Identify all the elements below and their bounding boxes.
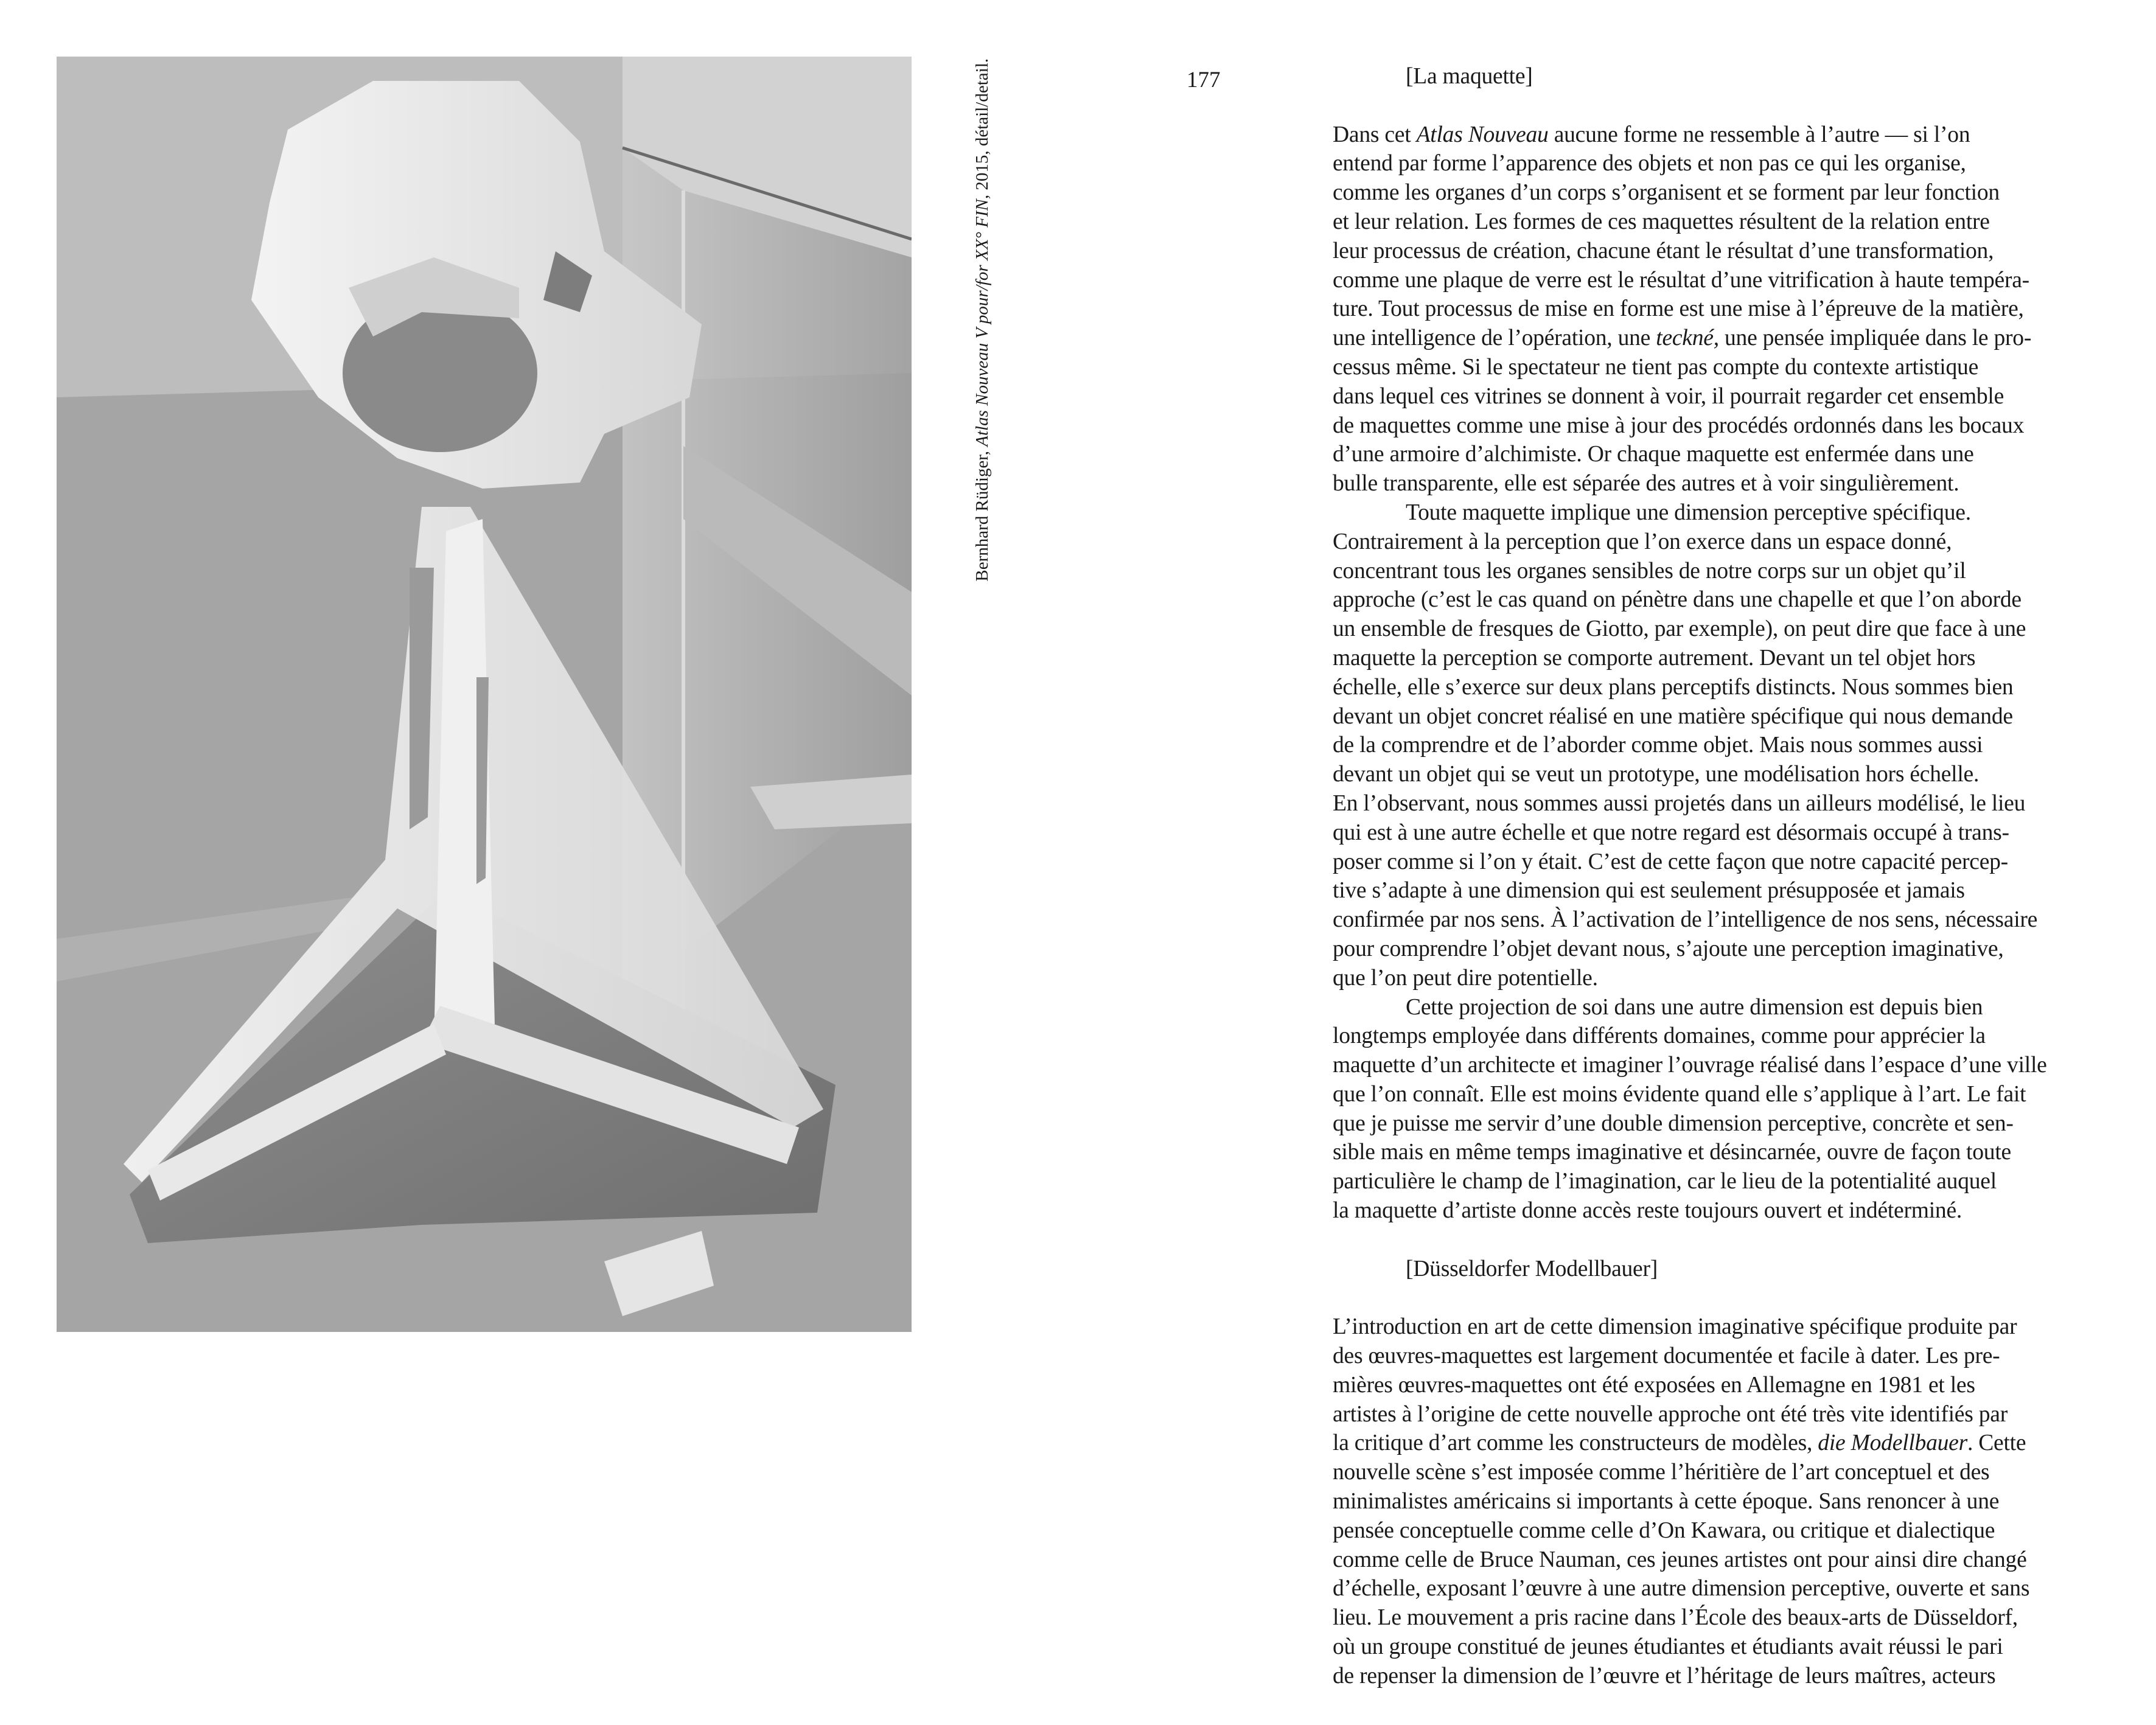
text-segment: de repenser la dimension de l’œuvre et l’héritage de leurs maîtres, acteurs: [1333, 1663, 1996, 1688]
text-line: [1333, 731, 2121, 760]
text-line: [1333, 324, 2121, 353]
text-line: [1333, 1603, 2121, 1633]
caption-title: Atlas Nouveau V pour/for XX° FIN,: [972, 194, 992, 447]
section-body: [1333, 1312, 2121, 1690]
heading-spacer: [1333, 91, 2121, 120]
text-line: [1333, 237, 2121, 266]
text-line: [1333, 1371, 2121, 1400]
text-segment: L’introduction en art de cette dimension imaginative spécifique produite par: [1333, 1314, 2017, 1340]
text-line: [1333, 1022, 2121, 1051]
text-segment: pour comprendre l’objet devant nous, s’ajoute une perception imaginative,: [1333, 936, 2004, 961]
text-segment: approche (c’est le cas quand on pénètre dans une chapelle et que l’on aborde: [1333, 587, 2022, 613]
text-segment: comme les organes d’un corps s’organisent et se forment par leur fonction: [1333, 180, 2000, 206]
text-line: [1333, 1080, 2121, 1109]
text-line: [1333, 528, 2121, 557]
text-line: [1333, 1138, 2121, 1167]
text-line: [1333, 789, 2121, 818]
text-line: [1333, 1312, 2121, 1342]
text-segment: que l’on peut dire potentielle.: [1333, 965, 1598, 991]
text-line: [1333, 120, 2121, 150]
section-spacer: [1333, 1225, 2121, 1255]
text-segment: comme celle de Bruce Nauman, ces jeunes artistes ont pour ainsi dire changé: [1333, 1547, 2027, 1572]
text-segment: ture. Tout processus de mise en forme est une mise à l’épreuve de la matière,: [1333, 296, 2024, 322]
text-line: [1333, 1429, 2121, 1458]
text-segment: d’échelle, exposant l’œuvre à une autre dimension perceptive, ouverte et sans: [1333, 1576, 2030, 1601]
text-line: [1333, 1546, 2121, 1575]
text-segment: la critique d’art comme les constructeurs de modèles,: [1333, 1431, 1818, 1456]
text-line: [1333, 905, 2121, 935]
text-segment: bulle transparente, elle est séparée des autres et à voir singulièrement.: [1333, 471, 1959, 497]
text-line: [1333, 1196, 2121, 1225]
caption-details: 2015, détail/detail.: [972, 58, 992, 190]
text-line: [1333, 993, 2121, 1022]
italic-term: teckné,: [1656, 326, 1719, 351]
text-line: [1333, 1633, 2121, 1662]
text-segment: minimalistes américains si importants à cette époque. Sans renoncer à une: [1333, 1489, 2000, 1514]
text-segment: pensée conceptuelle comme celle d’On Kawara, ou critique et dialectique: [1333, 1518, 1995, 1543]
italic-term: Atlas Nouveau: [1416, 122, 1549, 147]
text-segment: de maquettes comme une mise à jour des procédés ordonnés dans les bocaux: [1333, 413, 2025, 438]
text-line: [1333, 440, 2121, 469]
text-line: [1333, 964, 2121, 993]
text-segment: devant un objet qui se veut un prototype, une modélisation hors échelle.: [1333, 762, 1980, 787]
text-segment: qui est à une autre échelle et que notre regard est désormais occupé à trans-: [1333, 820, 2009, 845]
text-line: [1333, 557, 2121, 586]
text-segment: concentrant tous les organes sensibles de notre corps sur un objet qu’il: [1333, 558, 1966, 584]
text-line: [1333, 1458, 2121, 1487]
text-segment: une pensée impliquée dans le pro-: [1718, 326, 2032, 351]
text-line: [1333, 818, 2121, 848]
text-line: [1333, 1051, 2121, 1080]
text-line: [1333, 702, 2121, 731]
text-line: [1333, 673, 2121, 702]
section-body: [1333, 120, 2121, 1225]
text-segment: nouvelle scène s’est imposée comme l’héritière de l’art conceptuel et des: [1333, 1460, 1990, 1485]
text-segment: de la comprendre et de l’aborder comme objet. Mais nous sommes aussi: [1333, 733, 1983, 758]
text-segment: où un groupe constitué de jeunes étudiantes et étudiants avait réussi le pari: [1333, 1634, 2003, 1660]
text-segment: que l’on connaît. Elle est moins évidente quand elle s’applique à l’art. Le fait: [1333, 1081, 2026, 1107]
text-segment: un ensemble de fresques de Giotto, par exemple), on peut dire que face à une: [1333, 616, 2026, 642]
text-segment: entend par forme l’apparence des objets et non pas ce qui les organise,: [1333, 151, 1966, 176]
text-line: [1333, 353, 2121, 382]
text-line: [1333, 266, 2121, 295]
photo-caption: [970, 58, 994, 612]
text-segment: la maquette d’artiste donne accès reste toujours ouvert et indéterminé.: [1333, 1198, 1962, 1224]
text-line: [1333, 615, 2121, 644]
text-line: [1333, 294, 2121, 324]
text-segment: Contrairement à la perception que l’on exerce dans un espace donné,: [1333, 529, 1952, 554]
text-line: [1333, 1487, 2121, 1516]
text-segment: longtemps employée dans différents domaines, comme pour apprécier la: [1333, 1023, 1986, 1049]
section-heading: [Düsseldorfer Modellbauer]: [1406, 1256, 1658, 1281]
text-segment: leur processus de création, chacune étant le résultat d’une transformation,: [1333, 238, 1994, 263]
text-segment: et leur relation. Les formes de ces maquettes résultent de la relation entre: [1333, 209, 1990, 234]
text-segment: tive s’adapte à une dimension qui est seulement présupposée et jamais: [1333, 878, 1965, 904]
text-line: [1333, 469, 2121, 498]
heading-spacer: [1333, 1283, 2121, 1312]
text-line: [1333, 411, 2121, 441]
text-line: [1333, 760, 2121, 789]
text-segment: mières œuvres-maquettes ont été exposées en Allemagne en 1981 et les: [1333, 1372, 1975, 1398]
text-line: [1333, 149, 2121, 178]
text-line: [1333, 207, 2121, 237]
text-line: [1333, 585, 2121, 615]
text-segment: dans lequel ces vitrines se donnent à voir, il pourrait regarder cet ensemble: [1333, 383, 2004, 409]
italic-term: die Modellbauer: [1818, 1431, 1967, 1456]
text-column: [1333, 62, 2121, 1691]
text-segment: artistes à l’origine de cette nouvelle approche ont été très vite identifiés par: [1333, 1401, 2008, 1427]
text-segment: confirmée par nos sens. À l’activation de l’intelligence de nos sens, nécessaire: [1333, 907, 2038, 933]
text-line: [1333, 644, 2121, 673]
text-segment: des œuvres-maquettes est largement documentée et facile à dater. Les pre-: [1333, 1343, 2000, 1369]
text-segment: maquette la perception se comporte autrement. Devant un tel objet hors: [1333, 645, 1976, 671]
text-line: [1333, 1400, 2121, 1429]
text-line: [1333, 1109, 2121, 1138]
text-line: [1333, 876, 2121, 905]
text-segment: poser comme si l’on y était. C’est de cette façon que notre capacité percep-: [1333, 849, 2008, 874]
text-line: [1333, 1662, 2121, 1691]
text-segment: Toute maquette implique une dimension perceptive spécifique.: [1406, 500, 1971, 525]
text-segment: sible mais en même temps imaginative et désincarnée, ouvre de façon toute: [1333, 1140, 2011, 1165]
text-segment: comme une plaque de verre est le résultat d’une vitrification à haute tempéra-: [1333, 267, 2029, 293]
text-segment: échelle, elle s’exerce sur deux plans perceptifs distincts. Nous sommes bien: [1333, 674, 2014, 700]
text-line: [1333, 1167, 2121, 1196]
text-segment: cessus même. Si le spectateur ne tient pas compte du contexte artistique: [1333, 354, 1978, 380]
text-segment: d’une armoire d’alchimiste. Or chaque maquette est enfermée dans une: [1333, 442, 1974, 467]
text-line: [1333, 382, 2121, 411]
text-segment: En l’observant, nous sommes aussi projetés dans un ailleurs modélisé, le lieu: [1333, 790, 2026, 816]
text-segment: particulière le champ de l’imagination, car le lieu de la potentialité auquel: [1333, 1169, 1997, 1194]
text-segment: aucune forme ne ressemble à l’autre — si l’on: [1548, 122, 1970, 147]
text-line: [1333, 848, 2121, 877]
text-line: [1333, 1574, 2121, 1603]
text-line: [1333, 1342, 2121, 1371]
text-segment: lieu. Le mouvement a pris racine dans l’École des beaux-arts de Düsseldorf,: [1333, 1605, 2018, 1631]
text-segment: . Cette: [1967, 1431, 2026, 1456]
text-line: [1333, 1516, 2121, 1546]
text-segment: Dans cet: [1333, 122, 1417, 147]
caption-artist: Bernhard Rüdiger,: [972, 450, 992, 582]
text-segment: maquette d’un architecte et imaginer l’ouvrage réalisé dans l’espace d’une ville: [1333, 1053, 2047, 1078]
artwork-photograph: [57, 57, 912, 1332]
text-segment: devant un objet concret réalisé en une matière spécifique qui nous demande: [1333, 703, 2013, 729]
text-line: [1333, 498, 2121, 528]
page-number: 177: [1187, 68, 1221, 92]
text-segment: une intelligence de l’opération, une: [1333, 326, 1656, 351]
section-heading: [La maquette]: [1406, 64, 1533, 89]
text-segment: que je puisse me servir d’une double dimension perceptive, concrète et sen-: [1333, 1110, 2014, 1136]
text-line: [1333, 178, 2121, 207]
text-line: [1333, 935, 2121, 964]
text-segment: Cette projection de soi dans une autre dimension est depuis bien: [1406, 994, 1983, 1020]
